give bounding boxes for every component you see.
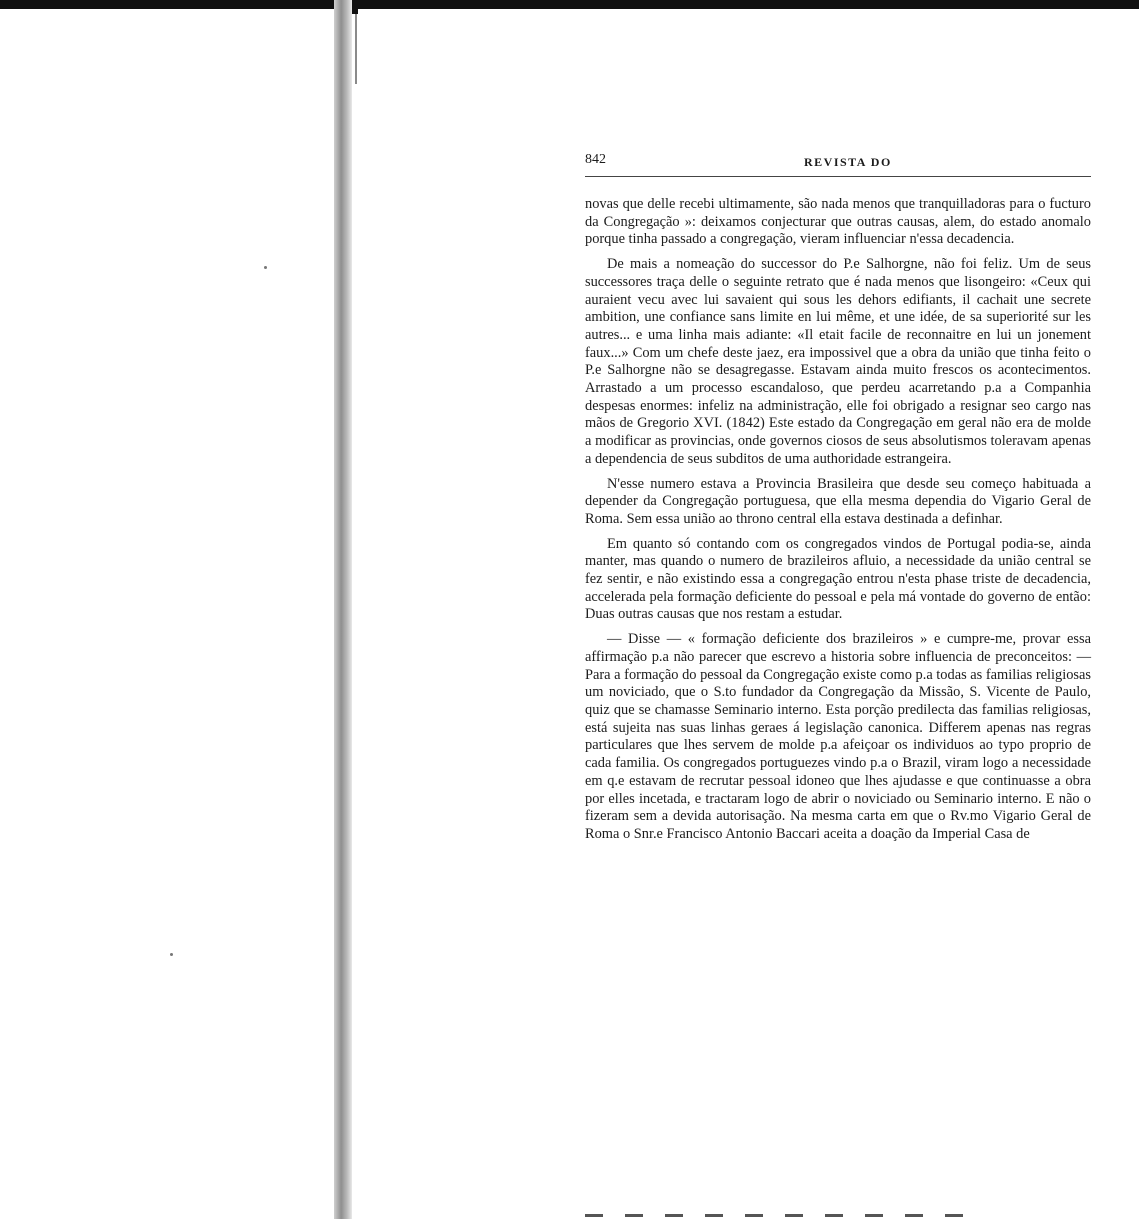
book-gutter-shadow [334, 0, 352, 1219]
scan-bottom-marks [585, 1214, 965, 1217]
scan-speck [170, 953, 173, 956]
paragraph: Em quanto só contando com os congregados vindos de Portugal podia-se, ainda manter, mas quando o numero de brazileiros afluio, a necessidade da união central se fez sentir, e não existindo essa a congregação entrou n'esta phase triste de decadencia, accelerada pela formação deficiente do pessoal e pela má vontade do governo de então: Duas outras causas que nos restam a estudar. [585, 535, 1091, 623]
book-page [585, 152, 1091, 851]
scan-speck [264, 266, 267, 269]
page-body [585, 196, 1091, 844]
gutter-mark [355, 14, 357, 84]
paragraph: novas que delle recebi ultimamente, são nada menos que tranquilladoras para o fucturo da Congregação »: deixamos conjecturar que outras causas, alem, do estado anomalo porque tinha passado a congregação, vieram influenciar n'essa decadencia. [585, 196, 1091, 248]
paragraph: De mais a nomeação do successor do P.e Salhorgne, não foi feliz. Um de seus successores traça delle o seguinte retrato que é nada menos que lisongeiro: «Ceux qui auraient vecu avec lui savaient qui sous les dehors edifiants, il cachait une secrete ambition, une confiance sans limite en lui même, et une idée, de sa superiorité sur les autres... e uma linha mais adiante: «Il etait facile de reconnaitre en lui un jonement faux...» Com um chefe deste jaez, era impossivel que a obra da união que tinha feito o P.e Salhorgne não se desagregasse. Estavam ainda muito frescos os acontecimentos. Arrastado a um processo escandaloso, que perdeu acarretando p.a a Companhia despesas enormes: infeliz na administração, elle foi obrigado a resignar seo cargo nas mãos de Gregorio XVI. (1842) Este estado da Congregação em geral não era de molde a modificar as provincias, onde governos ciosos de seus absolutismos toleravam apenas a dependencia de seus subditos de uma authoridade estrangeira. [585, 256, 1091, 467]
running-title: REVISTA DO [804, 155, 892, 169]
page-header [585, 152, 1091, 178]
header-rule [585, 176, 1091, 177]
page-number: 842 [585, 152, 606, 167]
paragraph: — Disse — « formação deficiente dos brazileiros » e cumpre-me, provar essa affirmação p.a não parecer que escrevo a historia sobre influencia de preconceitos: — Para a formação do pessoal da Congregação existe como p.a todas as familias religiosas um noviciado, que o S.to fundador da Congregação da Missão, S. Vicente de Paulo, quiz que se chamasse Seminario interno. Esta porção predilecta das familias religiosas, está sujeita nas suas linhas geraes á legislação canonica. Differem apenas nas regras particulares que lhes servem de molde p.a afeiçoar os individuos ao typo proprio de cada familia. Os congregados portuguezes vindo p.a o Brazil, viram logo a necessidade em q.e estavam de recrutar pessoal idoneo que lhes ajudasse e que continuasse a obra por elles incetada, e tractaram logo de abrir o noviciado ou Seminario interno. E não o fizeram sem a devida autorisação. Na mesma carta em que o Rv.mo Vigario Geral de Roma o Snr.e Francisco Antonio Baccari aceita a doação da Imperial Casa de [585, 631, 1091, 842]
paragraph: N'esse numero estava a Provincia Brasileira que desde seu começo habituada a depender da Congregação portuguesa, que ella mesma dependia do Vigario Geral de Roma. Sem essa união ao throno central ella estava destinada a definhar. [585, 475, 1091, 527]
scan-top-edge [0, 0, 1139, 9]
